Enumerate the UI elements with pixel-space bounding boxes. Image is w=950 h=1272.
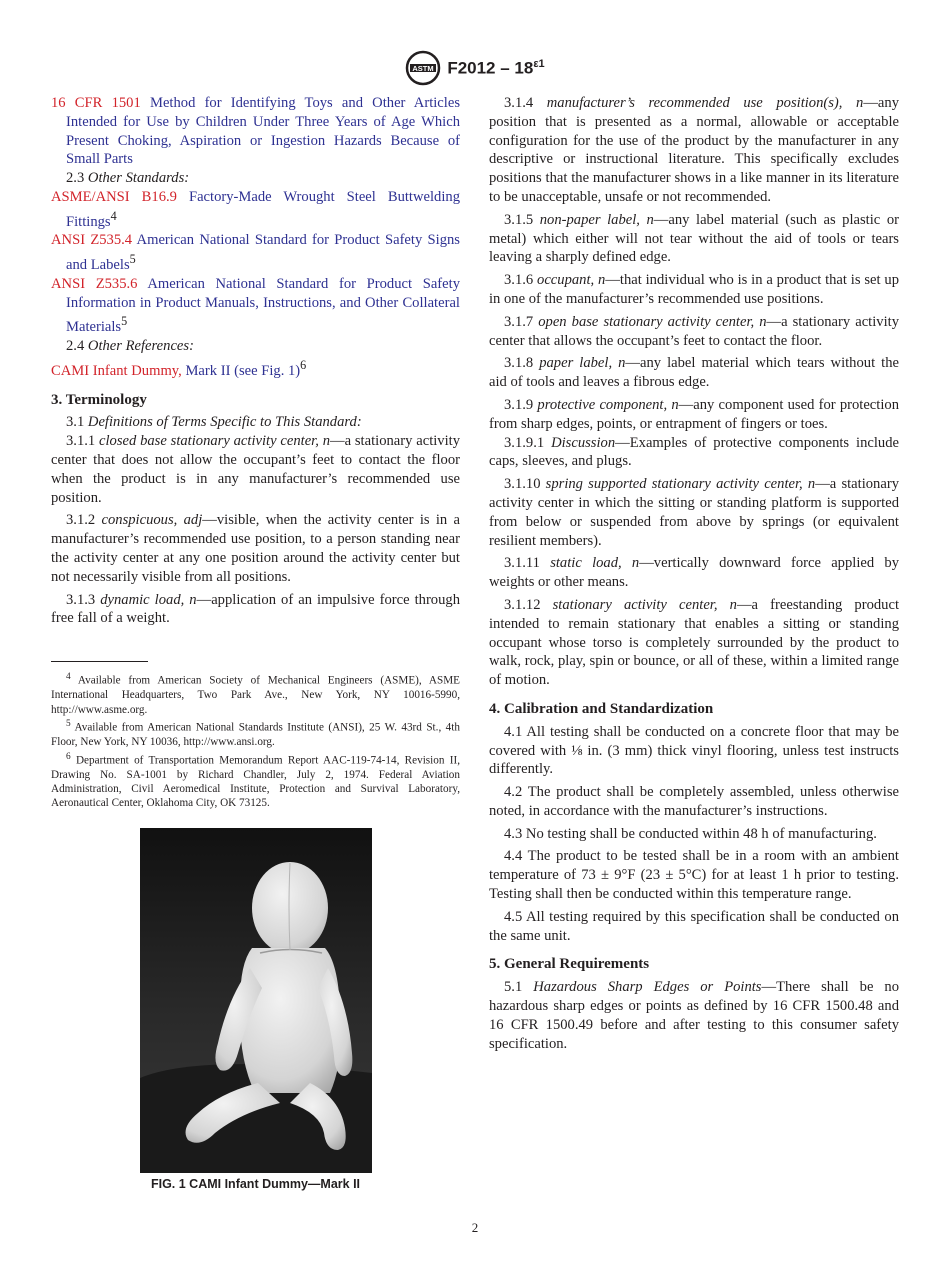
page-header: [0, 50, 950, 86]
ref-cami-dummy-link[interactable]: Mark II (see Fig. 1): [185, 362, 301, 379]
ref-ansi-z5354: ANSI Z535.4 American National Standard for Product Safety Signs and Labels$^5$: [51, 232, 460, 274]
ref-asme-b169: ASME/ANSI B16.9 Factory-Made Wrought Steel Buttwelding Fittings$^4$: [51, 188, 460, 230]
para-3-1-9-1: 3.1.9.1 Discussion—Examples of protective components include caps, sleeves, and plugs.: [489, 434, 899, 470]
ref-16cfr1501: 16 CFR 1501 Method for Identifying Toys and Other Articles Intended for Use by Children Under Three Years of Age Which Present Choking, Aspiration or Ingestion Hazards Because of Small Parts: [51, 95, 460, 168]
para-3-1-11: 3.1.11 static load, n—vertically downward force applied by weights or other means.: [489, 555, 899, 591]
ref-ansi-z5356: ANSI Z535.6 American National Standard for Product Safety Information in Product Manuals, Instructions, and Other Collateral Materials$^5$: [51, 275, 460, 336]
astm-logo-icon: [405, 50, 441, 86]
footnote-6: $^6$ Department of Transportation Memorandum Report AAC-119-74-14, Revision II, Drawing No. SA-1001 by Richard Chandler, July 2, 1974. Federal Aviation Administration, Civil Aeromedical Institute, Protection and Survival Laboratory, Aeronautical Center, Oklahoma City, OK 73125.: [51, 751, 460, 810]
para-3-1-1: 3.1.1 closed base stationary activity center, n—a stationary activity center that does not allow the occupant’s feet to contact the floor when the product is in any manufacturer’s recommended use position.: [51, 433, 460, 506]
svg-text:ASTM: ASTM: [412, 64, 434, 73]
para-3-1-4: 3.1.4 manufacturer’s recommended use position(s), n—any position that is presented as a normal, allowable or acceptable configuration for the use of the product by the manufacturer in any descriptive or instructional literature. This specifically excludes positions that the manufacturer shows in a like manner in its literature to be unacceptable, unsafe or not recommended.: [489, 95, 899, 205]
para-5-1: 5.1 Hazardous Sharp Edges or Points—There shall be no hazardous sharp edges or points as defined by 16 CFR 1500.48 and 16 CFR 1500.49 before and after testing to this consumer safety specification.: [489, 979, 899, 1052]
para-3-1-5: 3.1.5 non-paper label, n—any label material (such as plastic or metal) which either will not tear without the aid of tools or tears leaving a sharply defined edge.: [489, 211, 899, 266]
ref-ansi-z5354-link[interactable]: American National Standard for Product Safety Signs and Labels: [66, 232, 460, 274]
ref-16cfr1501-link[interactable]: Method for Identifying Toys and Other Articles Intended for Use by Children Under Three Years of Age Which Present Choking, Aspiration or Ingestion Hazards Because of Small Parts: [66, 95, 460, 168]
footnote-4: $^4$ Available from American Society of Mechanical Engineers (ASME), ASME International Headquarters, Two Park Ave., New York, NY 10016-5990, http://www.asme.org.: [51, 672, 460, 716]
other-references-heading: 2.4 Other References:: [66, 338, 194, 355]
calibration-heading: 4. Calibration and Standardization: [489, 700, 714, 717]
ref-cami-dummy: CAMI Infant Dummy, Mark II (see Fig. 1)$^6$: [51, 357, 307, 379]
para-3-1-8: 3.1.8 paper label, n—any label material which tears without the aid of tools and leaves a fibrous edge.: [489, 355, 899, 391]
para-3-1-2: 3.1.2 conspicuous, adj—visible, when the activity center is in a manufacturer’s recommended use position, to a person standing near the activity center at any one position around the activity center but not necessarily visible from all positions.: [51, 512, 460, 585]
footnote-rule: [51, 661, 148, 662]
standard-designation: $F2012 - 18^{\varepsilon 1}$: [447, 57, 545, 78]
para-4-4: 4.4 The product to be tested shall be in a room with an ambient temperature of 73 ± 9°F (23 ± 5°C) for at least 1 h prior to testing. Testing shall then be conducted within this temperature range.: [489, 848, 899, 903]
ref-ansi-z5356-link[interactable]: American National Standard for Product Safety Information in Product Manuals, Instructions, and Other Collateral Materials: [66, 275, 460, 336]
para-3-1-6: 3.1.6 occupant, n—that individual who is in a product that is set up in one of the manufacturer’s recommended use positions.: [489, 272, 900, 307]
left-column: [51, 94, 460, 628]
ref-asme-b169-link[interactable]: Factory-Made Wrought Steel Buttwelding Fittings: [66, 188, 460, 230]
para-4-5: 4.5 All testing required by this specification shall be conducted on the same unit.: [489, 908, 899, 944]
para-3-1-3: 3.1.3 dynamic load, n—application of an impulsive force through free fall of a weight.: [51, 591, 460, 627]
right-column: [489, 94, 899, 1053]
para-3-1: 3.1 Definitions of Terms Specific to This Standard:: [66, 414, 362, 431]
para-3-1-12: 3.1.12 stationary activity center, n—a freestanding product intended to remain stationary that enables a sitting or standing occupant whose torso is completely surrounded by the product to walk, rock, play, spin or bounce, or all of these, within a limited range of motion.: [489, 596, 899, 689]
footnotes: [51, 670, 460, 811]
figure-caption: FIG. 1 CAMI Infant Dummy—Mark II: [150, 1177, 361, 1191]
para-4-3: 4.3 No testing shall be conducted within 48 h of manufacturing.: [504, 825, 877, 842]
para-4-2: 4.2 The product shall be completely assembled, unless otherwise noted, in accordance with the manufacturer’s instructions.: [489, 784, 899, 819]
general-requirements-heading: 5. General Requirements: [489, 956, 650, 973]
footnote-5: $^5$ Available from American National Standards Institute (ANSI), 25 W. 43rd St., 4th Floor, New York, NY 10036, http://www.ansi.org.: [51, 718, 460, 749]
para-3-1-10: 3.1.10 spring supported stationary activity center, n—a stationary activity center in which the sitting or standing platform is supported from below or suspended from above by springs (or equivalent resilient members).: [489, 476, 899, 549]
para-4-1: 4.1 All testing shall be conducted on a concrete floor that may be covered with ⅛ in. (3 mm) thick vinyl flooring, unless test instructs differently.: [489, 723, 899, 778]
para-3-1-9: 3.1.9 protective component, n—any component used for protection from sharp edges, points, or entrapment of fingers or toes.: [489, 396, 899, 432]
other-standards-heading: 2.3 Other Standards:: [66, 170, 190, 187]
para-3-1-7: 3.1.7 open base stationary activity center, n—a stationary activity center that allows the occupant’s feet to contact the floor.: [489, 313, 899, 349]
page-number: 2: [471, 1220, 479, 1235]
figure-cami-infant-dummy: [140, 828, 372, 1173]
terminology-heading: 3. Terminology: [51, 391, 147, 408]
infant-dummy-photo: [140, 828, 372, 1173]
